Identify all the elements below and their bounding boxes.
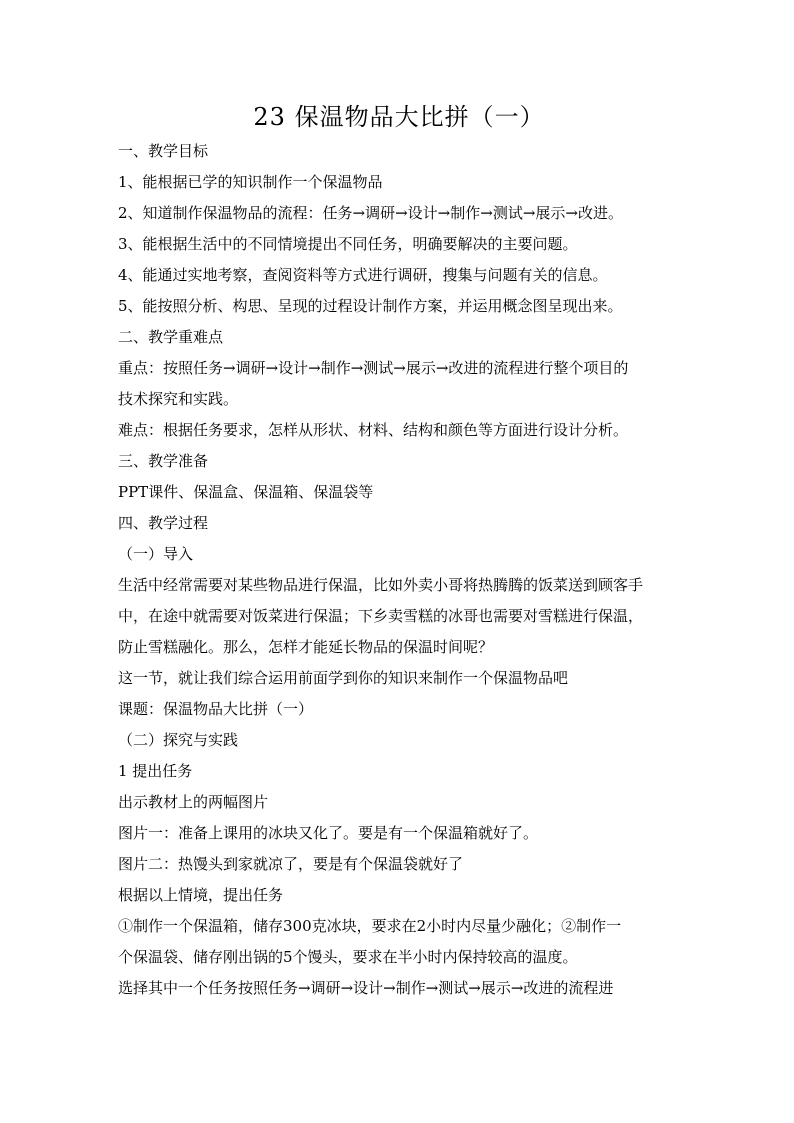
objective-3: 3、能根据生活中的不同情境提出不同任务，明确要解决的主要问题。 bbox=[118, 235, 578, 253]
heading-preparation: 三、教学准备 bbox=[118, 452, 209, 470]
objective-5: 5、能按照分析、构思、呈现的过程设计制作方案，并运用概念图呈现出来。 bbox=[118, 297, 623, 315]
show-pictures: 出示教材上的两幅图片 bbox=[118, 793, 269, 811]
preparation-items: PPT课件、保温盒、保温箱、保温袋等 bbox=[118, 483, 374, 501]
intro-line-3: 防止雪糕融化。那么，怎样才能延长物品的保温时间呢？ bbox=[118, 638, 494, 656]
picture-2: 图片二：热馒头到家就凉了，要是有个保温袋就好了 bbox=[118, 855, 464, 873]
task-line-3: 选择其中一个任务按照任务→调研→设计→制作→测试→展示→改进的流程进 bbox=[118, 979, 614, 997]
objective-2: 2、知道制作保温物品的流程：任务→调研→设计→制作→测试→展示→改进。 bbox=[118, 204, 623, 222]
objective-1: 1、能根据已学的知识制作一个保温物品 bbox=[118, 173, 383, 191]
key-point-line-2: 技术探究和实践。 bbox=[118, 390, 239, 408]
key-point-line-1: 重点：按照任务→调研→设计→制作→测试→展示→改进的流程进行整个项目的 bbox=[118, 359, 629, 377]
step-1-heading: 1 提出任务 bbox=[118, 762, 193, 780]
document-page bbox=[118, 100, 680, 1004]
document-title: 23 保温物品大比拼（一） bbox=[253, 103, 545, 131]
heading-key-points: 二、教学重难点 bbox=[118, 328, 224, 346]
subheading-practice: （二）探究与实践 bbox=[118, 731, 239, 749]
intro-line-1: 生活中经常需要对某些物品进行保温，比如外卖小哥将热腾腾的饭菜送到顾客手 bbox=[118, 576, 644, 594]
objective-4: 4、能通过实地考察，查阅资料等方式进行调研，搜集与问题有关的信息。 bbox=[118, 266, 608, 284]
task-line-1: ①制作一个保温箱，储存300克冰块，要求在2小时内尽量少融化；②制作一 bbox=[118, 917, 622, 935]
task-line-2: 个保温袋、储存刚出锅的5个馒头，要求在半小时内保持较高的温度。 bbox=[118, 948, 578, 966]
intro-line-2: 中，在途中就需要对饭菜进行保温；下乡卖雪糕的冰哥也需要对雪糕进行保温， bbox=[118, 607, 644, 625]
heading-process: 四、教学过程 bbox=[118, 514, 209, 532]
picture-1: 图片一：准备上课用的冰块又化了。要是有一个保温箱就好了。 bbox=[118, 824, 539, 842]
subheading-intro: （一）导入 bbox=[118, 545, 194, 563]
heading-objectives: 一、教学目标 bbox=[118, 142, 209, 160]
difficult-point: 难点：根据任务要求，怎样从形状、材料、结构和颜色等方面进行设计分析。 bbox=[118, 421, 629, 439]
intro-line-4: 这一节，就让我们综合运用前面学到你的知识来制作一个保温物品吧 bbox=[118, 669, 569, 687]
task-context: 根据以上情境，提出任务 bbox=[118, 886, 284, 904]
lesson-topic: 课题：保温物品大比拼（一） bbox=[118, 700, 314, 718]
